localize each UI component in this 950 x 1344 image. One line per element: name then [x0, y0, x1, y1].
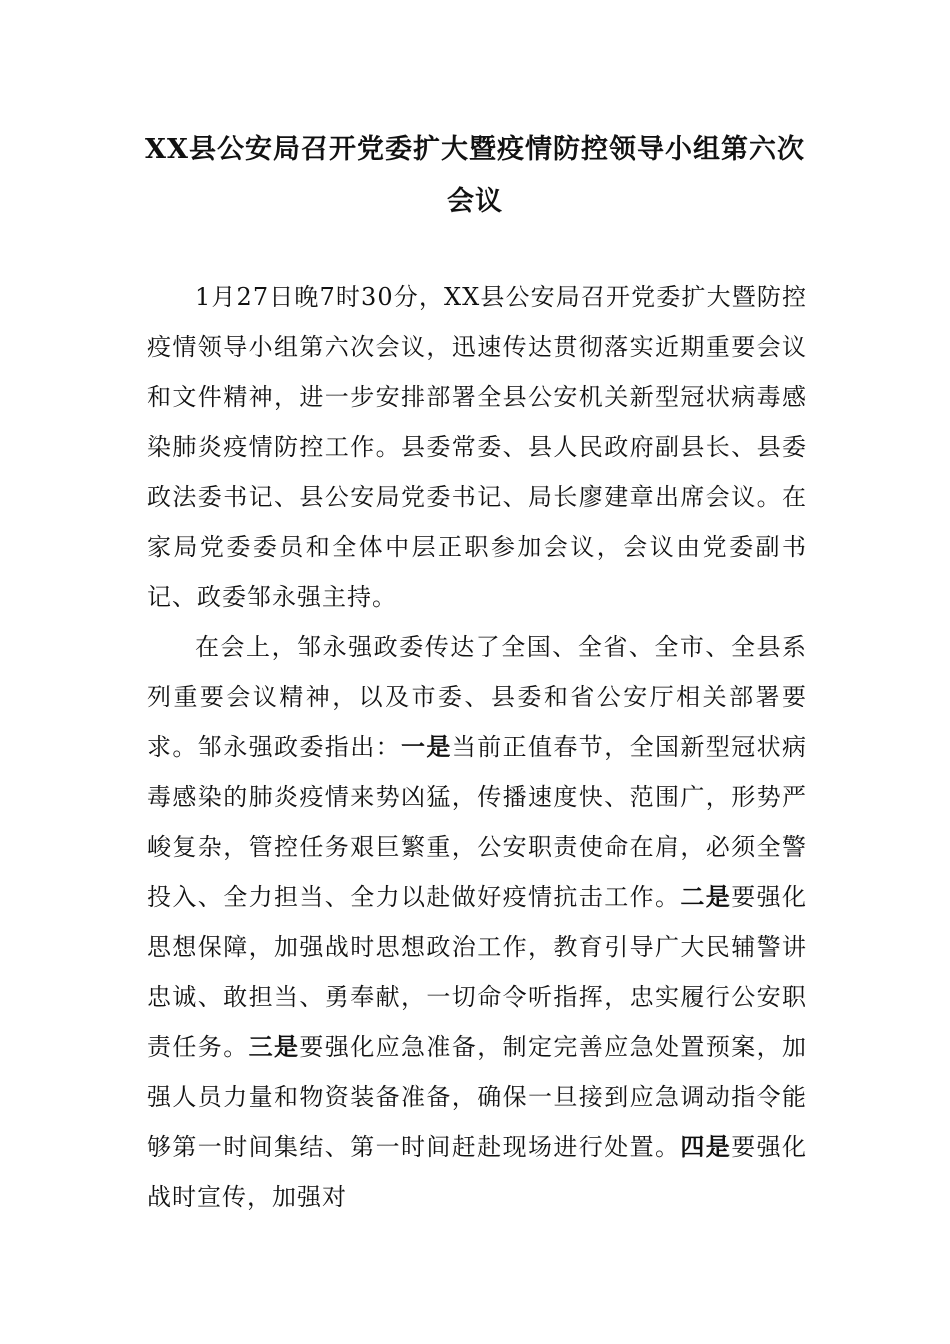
point-label-1: 一是 — [401, 732, 452, 761]
point-label-2: 二是 — [680, 882, 732, 911]
point-text-3: 要强化应急准备，制定完善应急处置预案，加强人员力量和物资装备准备，确保一旦接到应急调动指令能够第一时间集结、第一时间赶赴现场进行处置。 — [147, 1033, 808, 1161]
paragraph-intro: 在会上，邹永强政委传达了全国、全省、全市、全县系列重要会议精神，以及市委、县委和省公安厅相关部署要求。邹永强政委指出： — [147, 633, 807, 761]
document-body — [147, 272, 807, 1222]
paragraph-meeting-instructions — [147, 622, 807, 1222]
point-label-4: 四是 — [680, 1132, 732, 1161]
point-label-3: 三是 — [248, 1032, 300, 1061]
paragraph-meeting-summary: 1月27日晚7时30分，XX县公安局召开党委扩大暨防控疫情领导小组第六次会议，迅速传达贯彻落实近期重要会议和文件精神，进一步安排部署全县公安机关新型冠状病毒感染肺炎疫情防控工作。县委常委、县人民政府副县长、县委政法委书记、县公安局党委书记、局长廖建章出席会议。在家局党委委员和全体中层正职参加会议，会议由党委副书记、政委邹永强主持。 — [147, 283, 807, 611]
document-title: XX县公安局召开党委扩大暨疫情防控领导小组第六次会议 — [145, 134, 805, 217]
point-text-4: 要强化战时宣传，加强对 — [147, 1133, 808, 1211]
point-text-2: 要强化思想保障，加强战时思想政治工作，教育引导广大民辅警讲忠诚、敢担当、勇奉献，一切命令听指挥，忠实履行公安职责任务。 — [147, 883, 808, 1061]
point-text-1: 当前正值春节，全国新型冠状病毒感染的肺炎疫情来势凶猛，传播速度快、范围广，形势严峻复杂，管控任务艰巨繁重，公安职责使命在肩，必须全警投入、全力担当、全力以赴做好疫情抗击工作。 — [147, 733, 808, 911]
